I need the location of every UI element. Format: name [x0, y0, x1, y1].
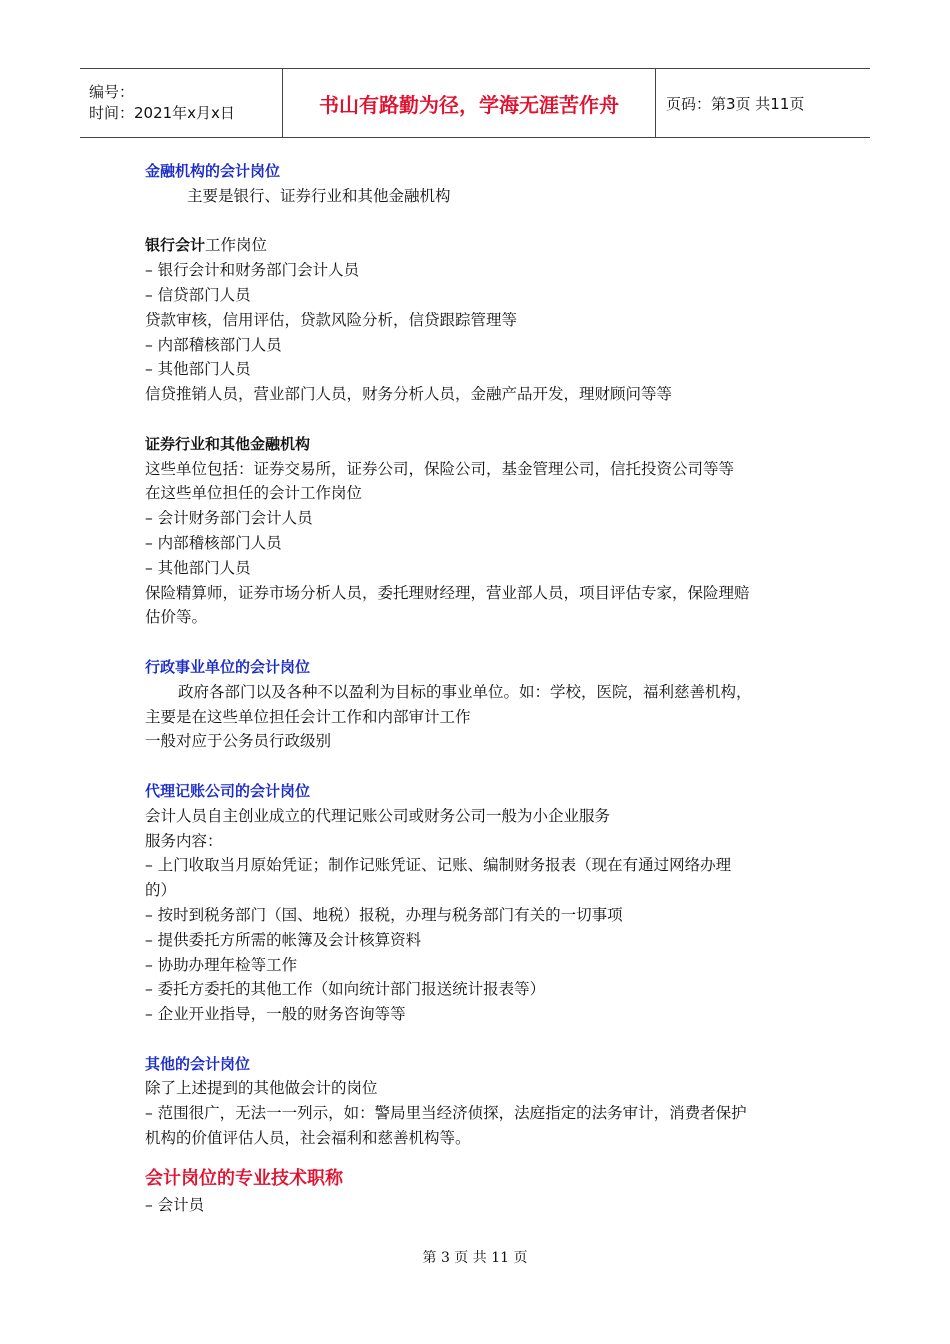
section-title-financial: 金融机构的会计岗位: [145, 162, 281, 180]
body-line: 一般对应于公务员行政级别: [145, 732, 332, 751]
body-line: 主要是在这些单位担任会计工作和内部审计工作: [145, 707, 471, 726]
header-meta: [80, 69, 282, 137]
section-title-admin: 行政事业单位的会计岗位: [145, 657, 311, 676]
body-line: – 内部稽核部门人员: [145, 335, 282, 354]
body-line: – 协助办理年检等工作: [145, 955, 298, 974]
body-line: – 会计员: [145, 1195, 205, 1214]
body-line: 在这些单位担任的会计工作岗位: [145, 484, 363, 503]
body-line: – 按时到税务部门（国、地税）报税，办理与税务部门有关的一切事项: [145, 905, 623, 924]
section-title-titles: 会计岗位的专业技术职称: [145, 1167, 343, 1189]
time-label: 时间：2021年x月x日: [89, 104, 235, 122]
body-line: – 企业开业指导，一般的财务咨询等等: [145, 1005, 406, 1024]
body-line: 贷款审核，信用评估，贷款风险分析，信贷跟踪管理等: [145, 310, 518, 329]
header-page-info: 页码：第3页 共11页: [666, 94, 805, 113]
section-title-agency: 代理记账公司的会计岗位: [145, 781, 311, 800]
securities-heading: 证券行业和其他金融机构: [145, 434, 311, 453]
section-intro: 主要是银行、证券行业和其他金融机构: [187, 186, 451, 205]
body-line: 会计人员自主创业成立的代理记账公司或财务公司一般为小企业服务: [145, 806, 611, 825]
bank-heading: [145, 233, 815, 258]
body-line: – 其他部门人员: [145, 360, 251, 379]
body-line: – 提供委托方所需的帐簿及会计核算资料: [145, 930, 422, 949]
body-line: – 银行会计和财务部门会计人员: [145, 261, 360, 280]
page-header: [80, 68, 870, 138]
section-title-other: 其他的会计岗位: [145, 1054, 251, 1073]
bank-heading-bold: 银行会计: [145, 236, 206, 255]
bank-heading-rest: 工作岗位: [205, 236, 268, 255]
body-line: 除了上述提到的其他做会计的岗位: [145, 1079, 378, 1098]
body-line: – 上门收取当月原始凭证；制作记账凭证、记账、编制财务报表（现在有通过网络办理: [145, 856, 732, 875]
page-footer: 第 3 页 共 11 页: [422, 1250, 528, 1266]
body-line: 机构的价值评估人员，社会福利和慈善机构等。: [145, 1129, 471, 1148]
document-body: [145, 159, 815, 1218]
body-line: 服务内容：: [145, 831, 223, 850]
section-intro: 政府各部门以及各种不以盈利为目标的事业单位。如：学校，医院，福利慈善机构，: [178, 682, 752, 701]
body-line: – 其他部门人员: [145, 558, 251, 577]
body-line: 信贷推销人员，营业部门人员，财务分析人员，金融产品开发，理财顾问等等: [145, 385, 673, 404]
body-line: – 信贷部门人员: [145, 285, 251, 304]
body-line: – 内部稽核部门人员: [145, 533, 282, 552]
body-line: 保险精算师，证券市场分析人员，委托理财经理，营业部人员，项目评估专家，保险理赔: [145, 583, 750, 602]
body-line: 这些单位包括：证券交易所，证券公司，保险公司，基金管理公司，信托投资公司等等: [145, 459, 735, 478]
number-label: 编号：: [89, 83, 135, 101]
body-line: – 范围很广，无法一一列示，如：警局里当经济侦探，法庭指定的法务审计，消费者保护: [145, 1104, 747, 1123]
body-line: – 委托方委托的其他工作（如向统计部门报送统计报表等）: [145, 980, 546, 999]
header-motto: 书山有路勤为径，学海无涯苦作舟: [282, 69, 656, 137]
body-line: – 会计财务部门会计人员: [145, 509, 313, 528]
body-line: 估价等。: [145, 608, 208, 627]
body-line: 的）: [145, 881, 177, 900]
